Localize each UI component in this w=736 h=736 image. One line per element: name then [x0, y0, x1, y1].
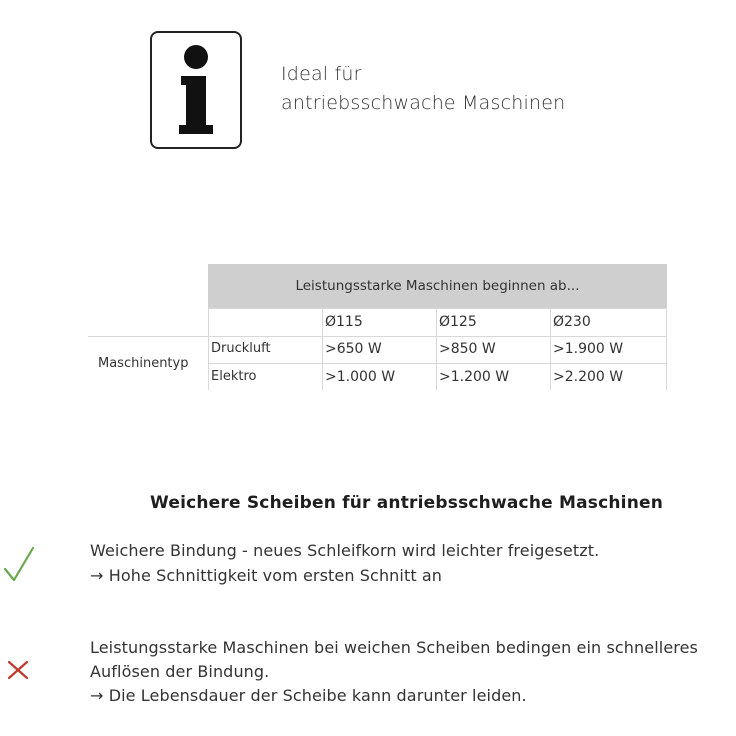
row-group-label: Maschinentyp	[98, 356, 189, 371]
table-cell: >850 W	[439, 341, 496, 357]
con-text-line-2: Auflösen der Bindung.	[90, 662, 270, 681]
table-cell: >1.200 W	[439, 369, 510, 385]
table-divider	[88, 336, 667, 337]
table-cell: >650 W	[325, 341, 382, 357]
table-cell: >1.900 W	[553, 341, 624, 357]
con-text-line-1: Leistungsstarke Maschinen bei weichen Scheiben bedingen ein schnelleres	[90, 638, 698, 657]
table-divider	[208, 363, 667, 364]
column-header: Ø125	[439, 314, 477, 330]
intro-line-1: Ideal für	[281, 63, 362, 85]
column-header: Ø115	[325, 314, 363, 330]
con-text-line-3: → Die Lebensdauer der Scheibe kann darunter leiden.	[90, 686, 527, 705]
intro-line-2: antriebsschwache Maschinen	[281, 92, 566, 114]
info-icon	[150, 31, 242, 149]
table-divider	[208, 308, 667, 309]
table-divider	[666, 308, 667, 390]
pro-text-line-2: → Hohe Schnittigkeit vom ersten Schnitt an	[90, 566, 443, 585]
section-title: Weichere Scheiben für antriebsschwache Maschinen	[150, 493, 664, 513]
table-divider	[436, 308, 437, 390]
row-label: Druckluft	[211, 341, 271, 356]
table-divider	[322, 308, 323, 390]
cross-icon	[6, 659, 30, 685]
checkmark-icon	[2, 545, 36, 587]
table-cell: >1.000 W	[325, 369, 396, 385]
row-label: Elektro	[211, 369, 257, 384]
table-header: Leistungsstarke Maschinen beginnen ab...	[208, 264, 667, 308]
table-cell: >2.200 W	[553, 369, 624, 385]
pro-text-line-1: Weichere Bindung - neues Schleifkorn wird leichter freigesetzt.	[90, 541, 600, 560]
table-divider	[208, 308, 209, 390]
table-divider	[550, 308, 551, 390]
column-header: Ø230	[553, 314, 591, 330]
